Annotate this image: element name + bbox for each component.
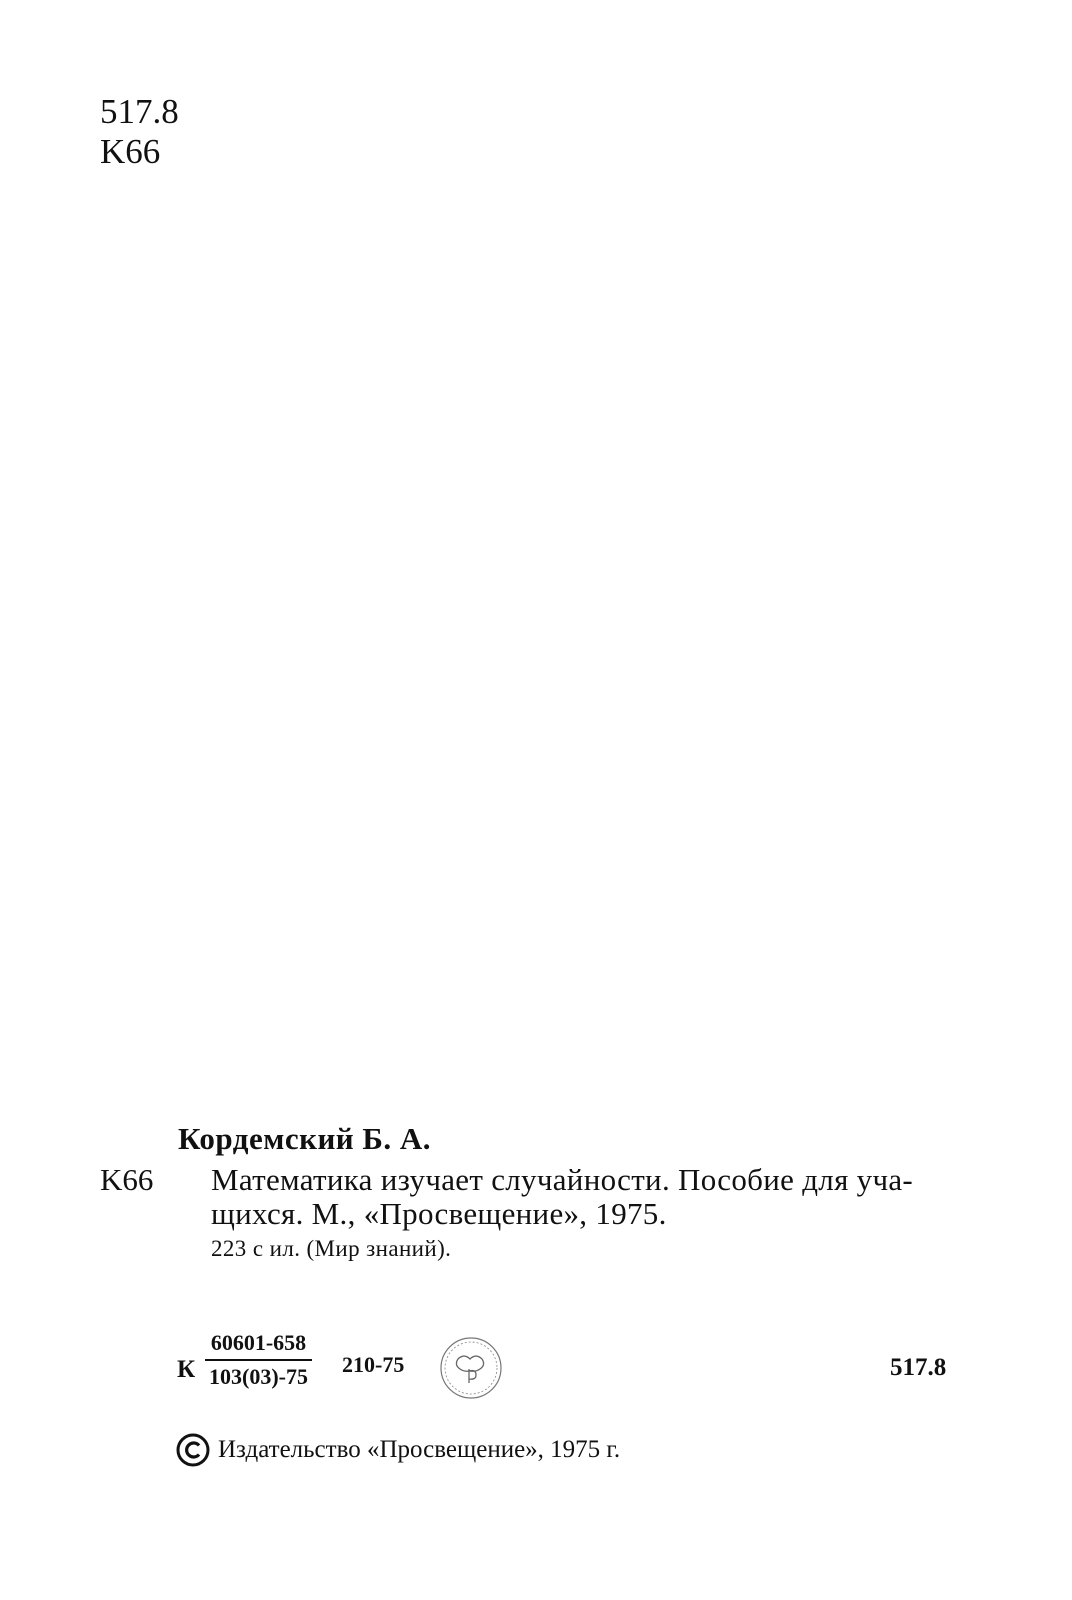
- udk-number: 517.8: [100, 92, 179, 131]
- author-name: Кордемский Б. А.: [178, 1121, 432, 1156]
- copyright-text: Издательство «Просвещение», 1975 г.: [218, 1436, 621, 1463]
- fraction-bar: [205, 1359, 312, 1361]
- author-code: K66: [100, 1162, 154, 1197]
- catalog-block: [100, 92, 179, 172]
- udk-right: 517.8: [890, 1354, 947, 1381]
- bbk-denominator: 103(03)-75: [209, 1364, 308, 1389]
- price-code: 210-75: [342, 1352, 405, 1377]
- title-line-1: Математика изучает случайности. Пособие для уча-: [211, 1162, 914, 1197]
- title-line-2: щихся. М., «Просвещение», 1975.: [211, 1196, 667, 1231]
- author-mark: K66: [100, 132, 161, 171]
- copyright-icon: [176, 1433, 210, 1467]
- bbk-numerator: 60601-658: [210, 1330, 307, 1355]
- bbk-fraction: [205, 1330, 312, 1390]
- bbk-letter: К: [177, 1356, 196, 1383]
- publisher-emblem-icon: [438, 1335, 504, 1401]
- copyright-line: [176, 1433, 620, 1467]
- pages-info: 223 с ил. (Мир знаний).: [211, 1236, 452, 1261]
- publisher-emblem-svg: [438, 1335, 504, 1401]
